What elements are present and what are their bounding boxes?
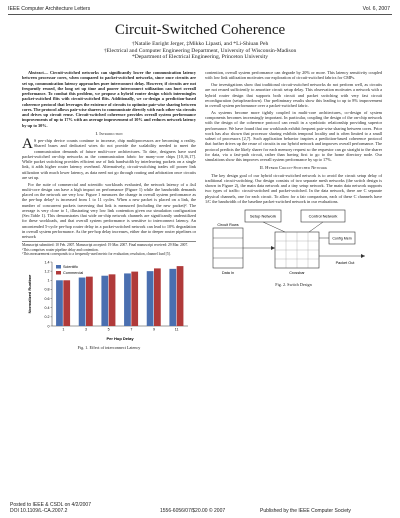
doi: DOI 10.1109/L-CA.2007.2 xyxy=(10,508,68,514)
right-paragraph-4: The key design goal of our hybrid circuit-switched network is to avoid the circuit setup delay of traditional circuit-switching. Our design consists of two separate mesh networks (the switch design is shown in Figure 2), the main data network and a tiny setup network. The main data network supports two types of traffic: circuit-switched and packet-switched. In the data network, there are C separate physical channels, one for each circuit. To allow for a fair comparison, each of these C channels have 1/C the bandwidth of the baseline packet-switched network in our evaluations. xyxy=(205,172,382,204)
crossbar-label: Crossbar xyxy=(289,270,305,275)
packet-out-label: Packet Out xyxy=(335,260,355,265)
x-tick-label: 1 xyxy=(62,327,65,332)
bar-commercial xyxy=(86,277,93,326)
x-tick-label: 9 xyxy=(153,327,155,332)
intro-paragraph-2: For the suite of commercial and scientific workloads evaluated, the network latency of a 4x4 multi-core design can have a high impact on performance (Figure 1) while the bandwidth demands placed on the network are very low. Figure 1 measures the change in overall system performance as the per-hop delay¹ is increased from 1 to 11 cycles. When a new packet is placed on a link, the number of concurrent packets traversing that link is measured (including the new packet)². The average is very close to 1, illustrating very low link contention given our simulation configuration (Sec.Table 1). This demonstrates that wide on-chip network channels are significantly underutilized for these workloads, and that overall system performance is sensitive to interconnect latency. An uncontended 5-cycle per-hop router delay in a packet-switched network can lead to 10% degradation in overall system performance. As the per-hop delay increases, either due to deeper router pipelines or network xyxy=(22,181,196,239)
footnotes xyxy=(22,241,196,256)
figure-1-caption: Fig. 1. Effect of interconnect Latency xyxy=(77,344,141,350)
bar-scientific xyxy=(147,272,154,327)
figure-2-caption: Fig. 2. Switch Design xyxy=(275,281,312,287)
legend-label: Commercial xyxy=(63,271,84,276)
bar-commercial xyxy=(63,281,70,327)
section-heading-hybrid: II. Hybrid Circuit-Switched Network xyxy=(259,165,328,171)
figure-2 xyxy=(205,206,382,288)
paper-title: Circuit-Switched Coherence xyxy=(114,22,286,38)
author-names: †Natalie Enright Jerger, ‡Mikko Lipasti, and *Li-Shiuan Peh xyxy=(131,41,269,47)
volume-label: Vol. 6, 2007 xyxy=(362,6,390,12)
left-column xyxy=(22,70,196,350)
control-arrow xyxy=(309,222,323,232)
abstract: Abstract— Circuit-switched networks can significantly lower the communication latency between processor cores, when compared to packet-switched networks, since once circuits are set up, communication latency approaches pure interconnect delay. However, if circuits are not frequently reused, the long set up time and poorer interconnect utilization can hurt overall performance. To combat this problem, we propose a hybrid router design which intermingles packet-switched flits with circuit-switched flits. Additionally, we co-design a prediction-based coherence protocol that leverages the existence of circuits to optimize pair-wise sharing between cores. The protocol allows pair-wise sharers to communicate directly with each other via circuits and drives up circuit reuse. Circuit-switched coherence provides overall system performance improvements of up to 17% with an average improvement of 10% and reduces network latency by up to 30%. xyxy=(22,70,196,128)
affiliation-1: †Electrical and Computer Engineering Department, University of Wisconsin-Madison xyxy=(103,47,297,54)
y-tick-label: 0.8 xyxy=(44,288,50,293)
x-tick-label: 11 xyxy=(174,327,179,332)
bar-scientific xyxy=(101,276,108,326)
y-tick-label: 0.4 xyxy=(44,306,50,311)
legend-swatch xyxy=(56,265,61,269)
y-tick-label: 1 xyxy=(47,279,50,284)
y-axis-label: Normalized Runtime xyxy=(27,275,32,314)
config-mem-label: Config Mem xyxy=(332,236,352,240)
bar-scientific xyxy=(124,274,131,327)
bar-scientific xyxy=(79,278,86,326)
journal-name: IEEE Computer Architecture Letters xyxy=(8,6,91,12)
section-heading-intro: I. Introduction xyxy=(95,130,123,136)
switch-diagram xyxy=(205,206,382,280)
affiliation-2: *Department of Electrical Engineering, Princeton University xyxy=(131,54,269,61)
data-in-label: Data In xyxy=(221,270,235,275)
drop-cap: A xyxy=(22,136,33,152)
bar-commercial xyxy=(177,267,184,327)
footnote-2: ²This measurement corresponds to a frequently-used metric for evaluation; resolution, channel load [5]. xyxy=(22,252,171,257)
bar-commercial xyxy=(131,272,138,326)
x-tick-label: 7 xyxy=(130,327,133,332)
right-paragraph-3: As systems become more tightly coupled in multi-core architectures, co-design of system components becomes increasingly important. In particular, coupling the design of the on-chip network with the design of the coherence protocol can result in a symbiotic relationship providing superior performance. We have found that our workloads exhibit frequent pair-wise sharing between cores. Prior work has also shown that processor sharing exhibits temporal locality and is often limited to a small subset of processors [2,7]. Such application behavior inspires a prediction-based coherence protocol that further drives up the reuse of circuits in our hybrid network and improves overall performance. The protocol predicts the likely sharer for each memory request so the requestor can go straight to the sharer for data, via a fast-path circuit, rather than having first to go to the home directory node. Our simulations show this improves overall system performance by up to 17%. xyxy=(205,109,382,162)
setup-network-label: Setup Network xyxy=(249,213,277,218)
bar-commercial xyxy=(109,275,116,327)
footnote-1: ¹This comprises router pipeline delay and contention. xyxy=(22,247,99,252)
y-tick-label: 1.4 xyxy=(44,260,50,265)
x-tick-label: 3 xyxy=(85,327,87,332)
legend-swatch xyxy=(56,271,61,275)
legend-label: Scientific xyxy=(63,265,79,270)
bar-commercial xyxy=(154,269,161,327)
issn: 1556-6056/07/$20.00 © 2007 xyxy=(160,508,226,514)
right-paragraph-1: contention, overall system performance can degrade by 20% or more. This latency sensitivity coupled with low link utilization motivates our exploration of circuit-switched fabrics for CMPs. xyxy=(205,70,382,81)
posted-note: Posted to IEEE & CSDL on 4/2/2007 xyxy=(10,502,91,508)
author-block xyxy=(0,41,400,61)
x-axis-label: Per Hop Delay xyxy=(106,336,134,342)
y-tick-label: 0.6 xyxy=(44,297,50,302)
y-tick-label: 0 xyxy=(47,324,50,329)
setup-arrow xyxy=(263,222,285,232)
intro-paragraph-1-text: S per-chip device counts continue to increase, chip multiprocessors are becoming a reality. Shared buses and dedicated wires do not provide the scalability needed to meet the communication demands of future multi-core architectures. To date, designers have used packet-switched on-chip networks as the communication fabric for many-core chips [10,16,17]. While packet switching provides efficient use of link bandwidth by interleaving packets on a single link, it adds higher router latency overhead. Alternatively, circuit-switching trades off poorer link utilization with much lower latency, as data need not go through routing and arbitration once circuits are set up. xyxy=(22,138,196,180)
y-tick-label: 1.2 xyxy=(44,269,50,274)
data-arrow-head xyxy=(271,246,275,250)
publisher-note: Published by the IEEE Computer Society xyxy=(260,508,351,514)
circuit-rows-label: Circuit Rows xyxy=(217,222,239,227)
figure-1 xyxy=(22,256,196,350)
control-network-label: Control Network xyxy=(308,213,338,218)
intro-paragraph-1 xyxy=(22,138,196,180)
bar-scientific xyxy=(56,281,63,327)
right-paragraph-2: Our investigations show that traditional circuit-switched networks do not perform well, as circuits are not reused sufficiently to amortize circuit setup delay. This observation motivates a network with a hybrid router design that supports both circuit and packet switching with very fast circuit reconfiguration (setup/teardown). Our preliminary results show this leading to up to 8% improvement in overall system performance over a packet-switched fabric. xyxy=(205,82,382,108)
manuscript-note: Manuscript submitted: 10 Feb. 2007. Manuscript accepted: 19 Mar. 2007. Final manuscript received: 29 Mar. 2007. xyxy=(22,243,189,248)
runtime-chart xyxy=(22,256,196,342)
y-tick-label: 0.2 xyxy=(44,315,50,320)
header-rule xyxy=(8,14,392,15)
right-column xyxy=(205,70,382,287)
x-tick-label: 5 xyxy=(107,327,110,332)
bar-scientific xyxy=(169,269,176,326)
output-arrow-head xyxy=(361,254,365,258)
